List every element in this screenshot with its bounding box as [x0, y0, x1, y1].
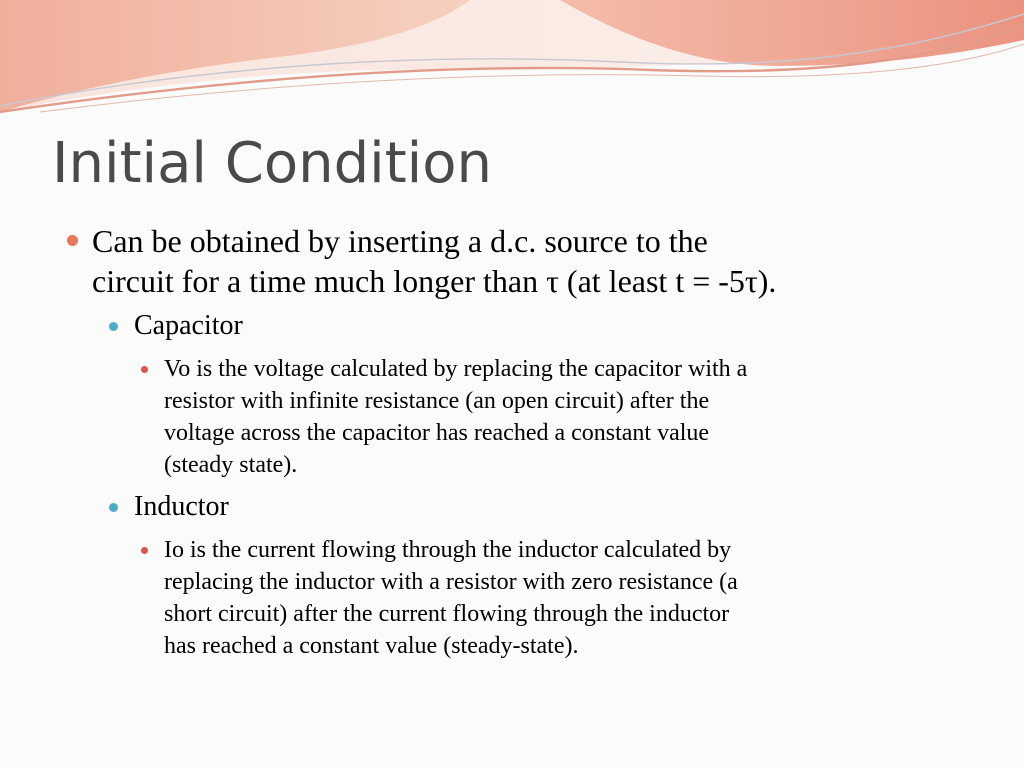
capacitor-note-line: resistor with infinite resistance (an open circuit) after the	[164, 388, 710, 414]
capacitor-note-line: (steady state).	[164, 452, 298, 478]
level3-bullet	[141, 366, 148, 373]
inductor-note	[164, 534, 964, 662]
sub-item-capacitor: Capacitor	[134, 310, 243, 341]
inductor-note-line: has reached a constant value (steady-state).	[164, 633, 579, 659]
capacitor-note	[164, 353, 964, 481]
level2-bullet	[109, 322, 118, 331]
main-bullet-text	[92, 221, 992, 301]
capacitor-note-line: Vo is the voltage calculated by replacing the capacitor with a	[164, 356, 748, 382]
inductor-note-line: short circuit) after the current flowing through the inductor	[164, 601, 730, 627]
slide-title: Initial Condition	[52, 131, 492, 196]
main-bullet-line: circuit for a time much longer than τ (at least t = -5τ).	[92, 263, 777, 299]
inductor-note-line: replacing the inductor with a resistor with zero resistance (a	[164, 569, 738, 595]
inductor-note-line: Io is the current flowing through the inductor calculated by	[164, 537, 732, 563]
level3-bullet	[141, 547, 148, 554]
capacitor-note-line: voltage across the capacitor has reached a constant value	[164, 420, 710, 446]
level2-bullet	[109, 503, 118, 512]
level1-bullet	[67, 235, 78, 246]
sub-item-inductor: Inductor	[134, 491, 229, 522]
header-decoration	[0, 0, 1024, 120]
main-bullet-line: Can be obtained by inserting a d.c. source to the	[92, 223, 708, 259]
